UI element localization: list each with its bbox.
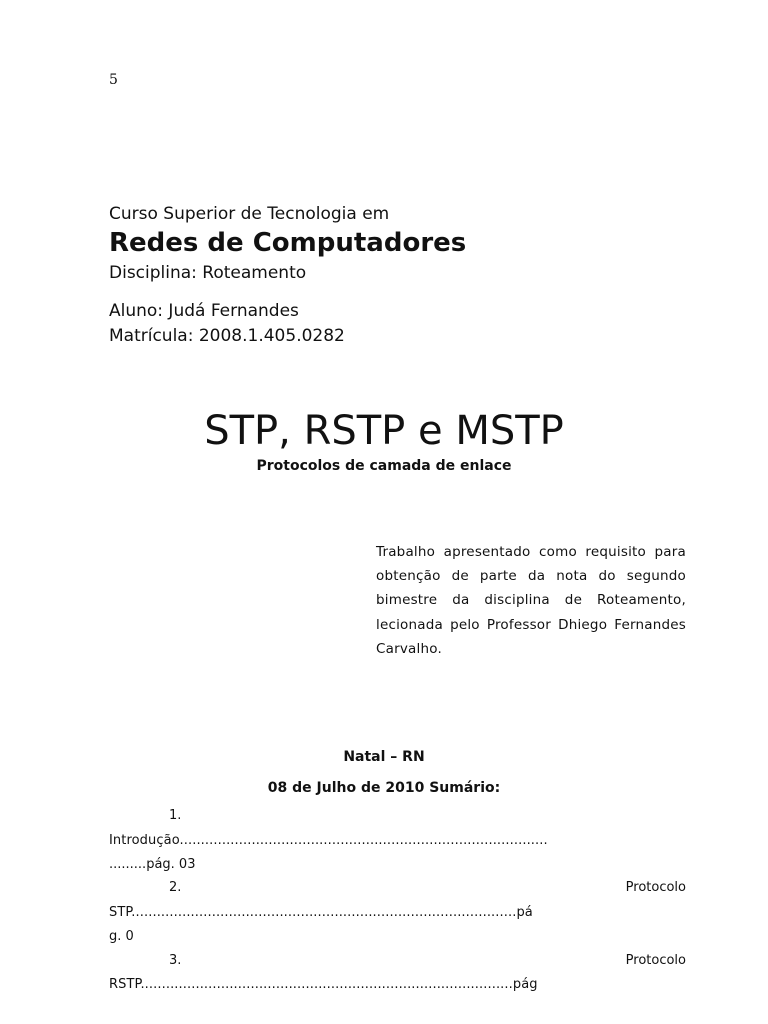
toc-item-2-page: g. 0 (109, 929, 134, 944)
course-line: Curso Superior de Tecnologia em (109, 204, 390, 224)
registration-number: Matrícula: 2008.1.405.0282 (109, 326, 345, 346)
toc-item-3-number: 3. (169, 953, 182, 968)
abstract-paragraph: Trabalho apresentado como requisito para obtenção de parte da nota do segundo bimestre da disciplina de Roteamento, lecionada pelo Professor Dhiego Fernandes Carvalho. (376, 544, 686, 657)
toc-item-3-line[interactable]: RSTP........................................................................................pág (109, 977, 538, 992)
city-line: Natal – RN (343, 749, 425, 765)
student-name: Aluno: Judá Fernandes (109, 301, 299, 321)
discipline-line: Disciplina: Roteamento (109, 263, 307, 283)
summary-heading: Sumário: (429, 780, 501, 796)
toc-item-1-page: .........pág. 03 (109, 857, 196, 872)
document-subtitle: Protocolos de camada de enlace (256, 458, 512, 474)
toc-item-2-line[interactable]: STP...........................................................................................pá (109, 905, 533, 920)
document-title: STP, RSTP e MSTP (204, 408, 564, 454)
toc-item-2-word: Protocolo (625, 880, 686, 895)
toc-item-3-word: Protocolo (625, 953, 686, 968)
date-text: 08 de Julho de 2010 (267, 780, 425, 796)
course-name: Redes de Computadores (109, 228, 467, 258)
toc-item-1-line[interactable]: Introdução....................................................................................... (109, 833, 548, 848)
toc-item-2-number: 2. (169, 880, 182, 895)
toc-item-1-number: 1. (169, 808, 182, 823)
page-number: 5 (109, 72, 118, 88)
date-line (0, 780, 768, 796)
